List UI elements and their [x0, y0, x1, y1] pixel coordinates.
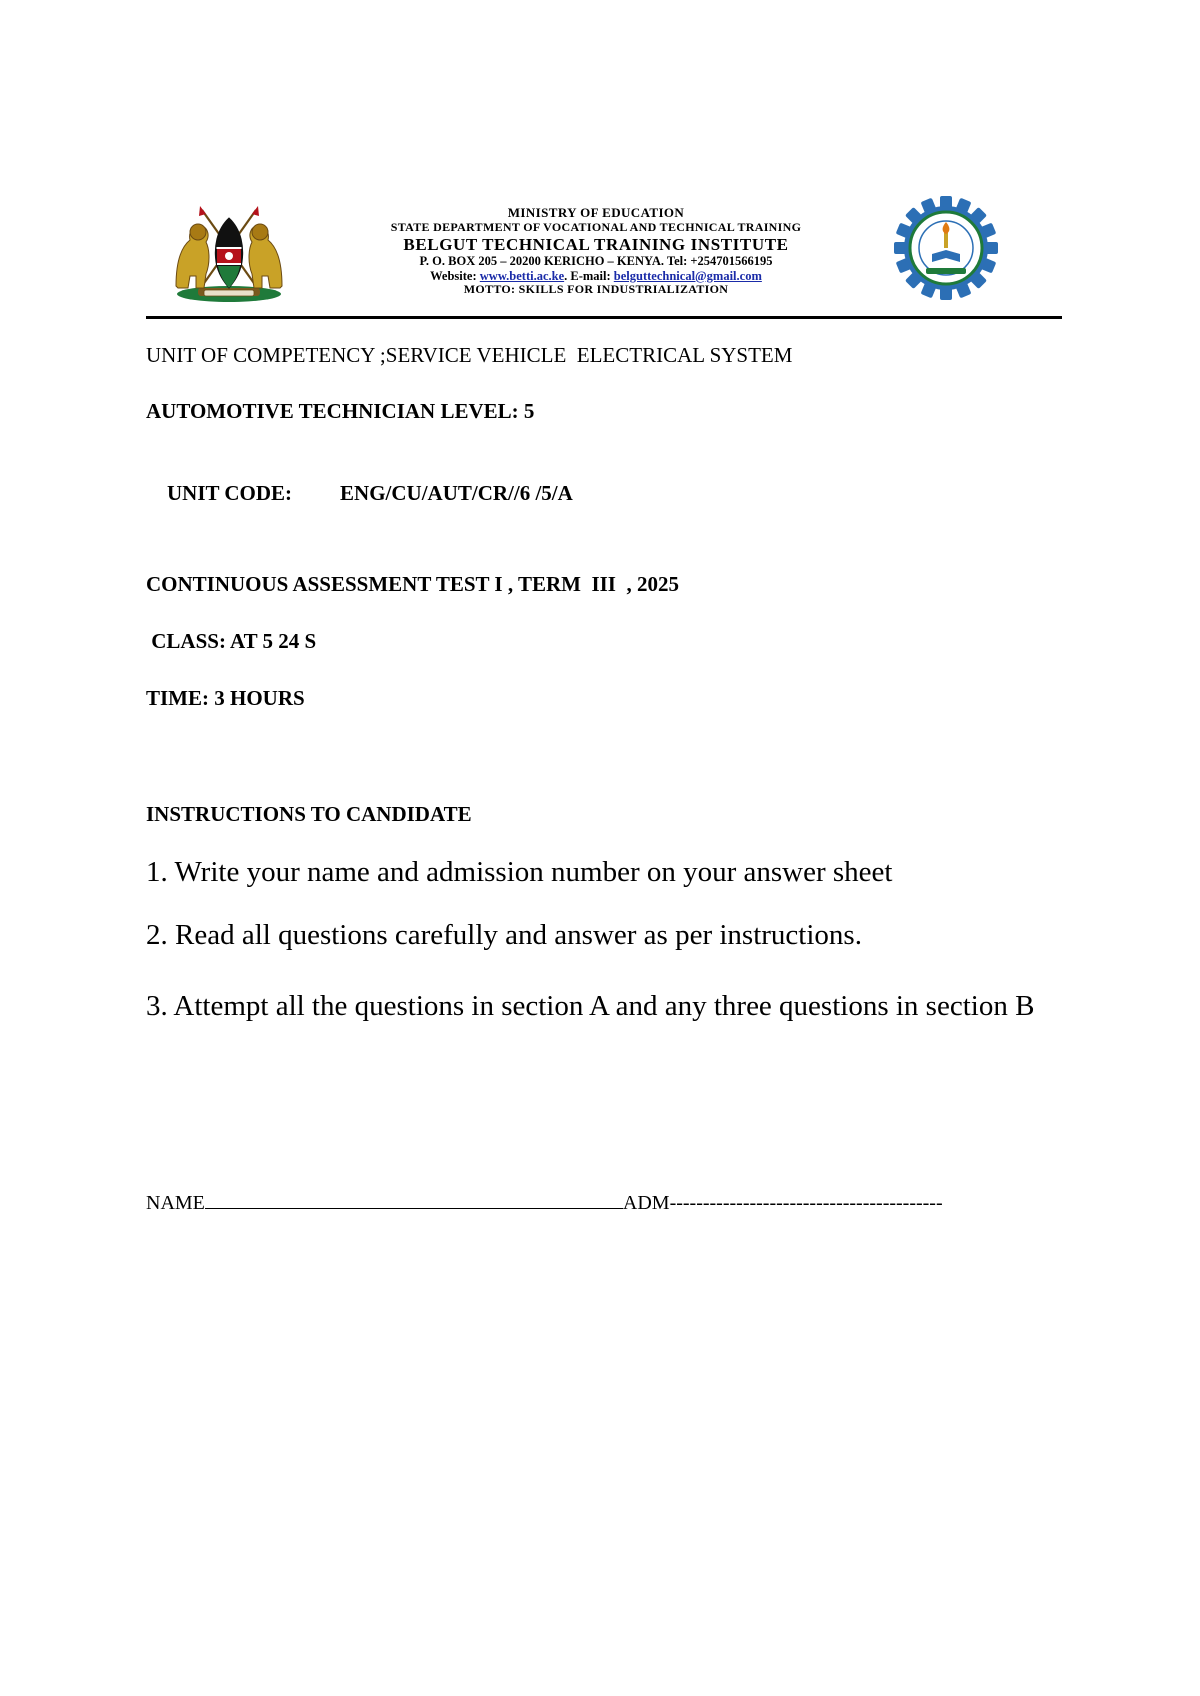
- email-label: . E-mail:: [564, 268, 611, 283]
- institute-contacts: [316, 269, 876, 283]
- adm-blank-dashes[interactable]: -----------------------------------------: [669, 1192, 943, 1214]
- state-department: STATE DEPARTMENT OF VOCATIONAL AND TECHNICAL TRAINING: [390, 219, 802, 234]
- letterhead-divider: [146, 316, 1062, 319]
- website-label: Website:: [430, 268, 477, 283]
- institute-gear-seal-icon: [891, 196, 1001, 300]
- institute-address: P. O. BOX 205 – 20200 KERICHO – KENYA. Tel: +254701566195: [419, 254, 773, 269]
- instructions-heading: INSTRUCTIONS TO CANDIDATE: [146, 802, 472, 826]
- unit-code-value: ENG/CU/AUT/CR//6 /5/A: [340, 481, 573, 505]
- instruction-item-3: 3. Attempt all the questions in section A and any three questions in section B: [146, 990, 1035, 1022]
- assessment-title: CONTINUOUS ASSESSMENT TEST I , TERM III , 2025: [146, 572, 679, 596]
- time-info: TIME: 3 HOURS: [146, 686, 305, 710]
- letterhead: [146, 196, 1062, 312]
- email-link[interactable]: belguttechnical@gmail.com: [613, 268, 762, 283]
- name-label: NAME: [146, 1192, 205, 1214]
- adm-label: ADM: [622, 1192, 670, 1214]
- instruction-item-2: 2. Read all questions carefully and answer as per instructions.: [146, 919, 862, 951]
- website-link[interactable]: www.betti.ac.ke: [479, 268, 565, 283]
- unit-code-label: UNIT CODE:: [167, 481, 293, 505]
- kenya-coat-of-arms-icon: [170, 204, 288, 304]
- name-blank-line[interactable]: [205, 1190, 623, 1209]
- letterhead-text: [316, 206, 876, 297]
- level-heading: AUTOMOTIVE TECHNICIAN LEVEL: 5: [146, 399, 535, 423]
- institute-name: BELGUT TECHNICAL TRAINING INSTITUTE: [403, 234, 789, 254]
- instruction-item-1: 1. Write your name and admission number on your answer sheet: [146, 856, 893, 888]
- ministry-name: MINISTRY OF EDUCATION: [507, 205, 685, 220]
- unit-code-row: [146, 456, 573, 531]
- class-info: CLASS: AT 5 24 S: [146, 629, 317, 653]
- candidate-fields: [146, 1190, 943, 1215]
- unit-of-competency: UNIT OF COMPETENCY ;SERVICE VEHICLE ELECTRICAL SYSTEM: [146, 343, 793, 367]
- institute-motto: MOTTO: SKILLS FOR INDUSTRIALIZATION: [463, 282, 729, 297]
